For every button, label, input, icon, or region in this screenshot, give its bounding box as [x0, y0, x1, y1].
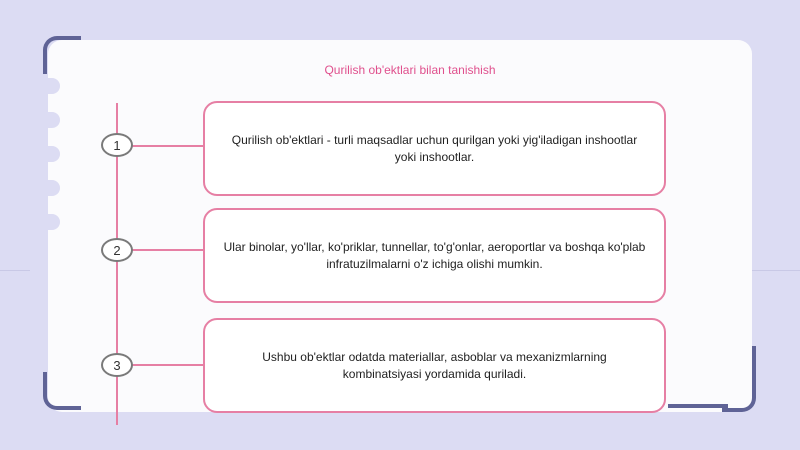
notch-5 — [40, 214, 60, 230]
step-text-2: Ular binolar, yo'llar, ko'priklar, tunnellar, to'g'onlar, aeroportlar va boshqa ko'plab infratuzilmalarni o'z ichiga olishi mumkin. — [223, 239, 646, 271]
step-number-3: 3 — [101, 353, 133, 377]
frame-edge-bottom-right — [668, 404, 728, 408]
step-box-1 — [203, 101, 666, 196]
notch-1 — [40, 78, 60, 94]
background-line-right — [752, 270, 800, 271]
frame-corner-bottom-right — [722, 346, 756, 412]
step-number-1: 1 — [101, 133, 133, 157]
notch-4 — [40, 180, 60, 196]
step-box-2 — [203, 208, 666, 303]
connector-2 — [130, 249, 204, 251]
notch-3 — [40, 146, 60, 162]
notch-2 — [40, 112, 60, 128]
slide-title: Qurilish ob'ektlari bilan tanishish — [324, 63, 496, 77]
step-text-3: Ushbu ob'ektlar odatda materiallar, asboblar va mexanizmlarning kombinatsiyasi yordamida quriladi. — [262, 349, 607, 381]
connector-1 — [130, 145, 204, 147]
step-text-1: Qurilish ob'ektlari - turli maqsadlar uchun qurilgan yoki yig'iladigan inshootlar yoki inshootlar. — [231, 132, 638, 164]
background-line-left — [0, 270, 30, 271]
connector-3 — [130, 364, 204, 366]
step-number-2: 2 — [101, 238, 133, 262]
step-box-3 — [203, 318, 666, 413]
frame-corner-bottom-left — [43, 372, 81, 410]
